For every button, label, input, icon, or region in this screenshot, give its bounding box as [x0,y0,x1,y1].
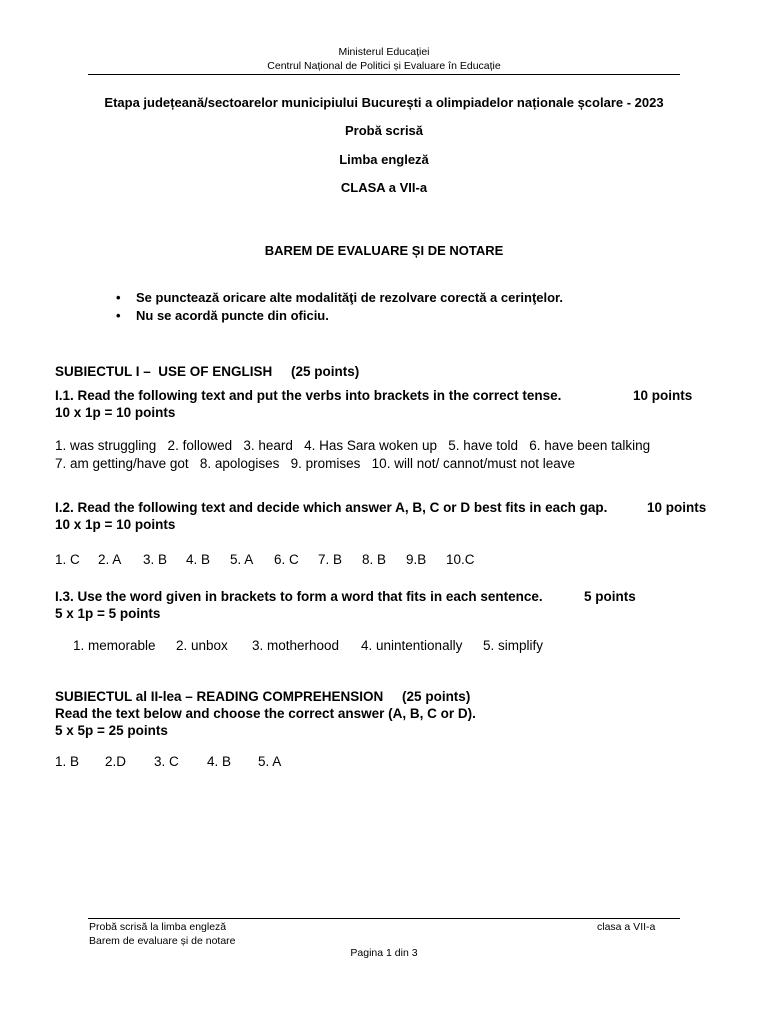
footer-barem: Barem de evaluare și de notare [89,935,236,947]
i2-answer: 8. B [362,552,387,567]
i1-scoring: 10 x 1p = 10 points [55,405,176,420]
i2-answer: 6. C [274,552,299,567]
i1-task: I.1. Read the following text and put the verbs into brackets in the correct tense. [55,388,562,403]
subject-name: Limba engleză [339,152,429,167]
i2-task: I.2. Read the following text and decide which answer A, B, C or D best fits in each gap. [55,500,608,515]
i3-answer: 3. motherhood [252,638,340,653]
header-ministry: Ministerul Educației [338,46,430,58]
barem-title: BAREM DE EVALUARE ȘI DE NOTARE [264,243,504,258]
section1-title: SUBIECTUL I – USE OF ENGLISH (25 points) [55,364,360,379]
page-number: Pagina 1 din 3 [350,947,418,959]
i3-answer: 2. unbox [176,638,228,653]
bullet-icon: • [116,308,121,323]
section2-title: SUBIECTUL al II-lea – READING COMPREHENSION (25 points) [55,689,471,704]
section2-task: Read the text below and choose the correct answer (A, B, C or D). [55,706,476,721]
i1-points: 10 points [633,388,693,403]
i3-answer: 1. memorable [73,638,156,653]
i2-answer: 1. C [55,552,80,567]
footer-grade: clasa a VII-a [597,921,656,933]
i2-answer: 4. B [186,552,211,567]
i2-answer: 5. A [230,552,254,567]
header-center: Centrul Național de Politici și Evaluare în Educație [267,60,501,72]
i3-task: I.3. Use the word given in brackets to form a word that fits in each sentence. [55,589,543,604]
i2-scoring: 10 x 1p = 10 points [55,517,176,532]
i2-answer: 2. A [98,552,122,567]
section2-answer: 4. B [207,754,232,769]
section2-answer: 3. C [154,754,179,769]
note-item: Nu se acordă puncte din oficiu. [136,308,329,323]
i1-answers-line2: 7. am getting/have got 8. apologises 9. promises 10. will not/ cannot/must not leave [55,456,576,471]
section2-scoring: 5 x 5p = 25 points [55,723,168,738]
i2-answer: 7. B [318,552,343,567]
i3-answer: 5. simplify [483,638,544,653]
i2-answer: 9.B [406,552,427,567]
i2-answer: 3. B [143,552,168,567]
test-type: Probă scrisă [344,123,424,138]
footer-divider [88,918,680,919]
section2-answer: 1. B [55,754,80,769]
i3-scoring: 5 x 1p = 5 points [55,606,161,621]
footer-test-name: Probă scrisă la limba engleză [89,921,227,933]
i2-answer: 10.C [446,552,475,567]
note-item: Se punctează oricare alte modalităţi de rezolvare corectă a cerinţelor. [136,290,564,305]
header-divider [88,74,680,75]
i1-answers-line1: 1. was struggling 2. followed 3. heard 4. Has Sara woken up 5. have told 6. have been talking [55,438,651,453]
section2-answer: 5. A [258,754,282,769]
i3-points: 5 points [584,589,636,604]
event-title: Etapa județeană/sectoarelor municipiului București a olimpiadelor naționale școlare - 2023 [104,95,664,110]
grade-level: CLASA a VII-a [340,180,428,195]
i3-answer: 4. unintentionally [361,638,463,653]
section2-answer: 2.D [105,754,127,769]
i2-points: 10 points [647,500,707,515]
bullet-icon: • [116,290,121,305]
